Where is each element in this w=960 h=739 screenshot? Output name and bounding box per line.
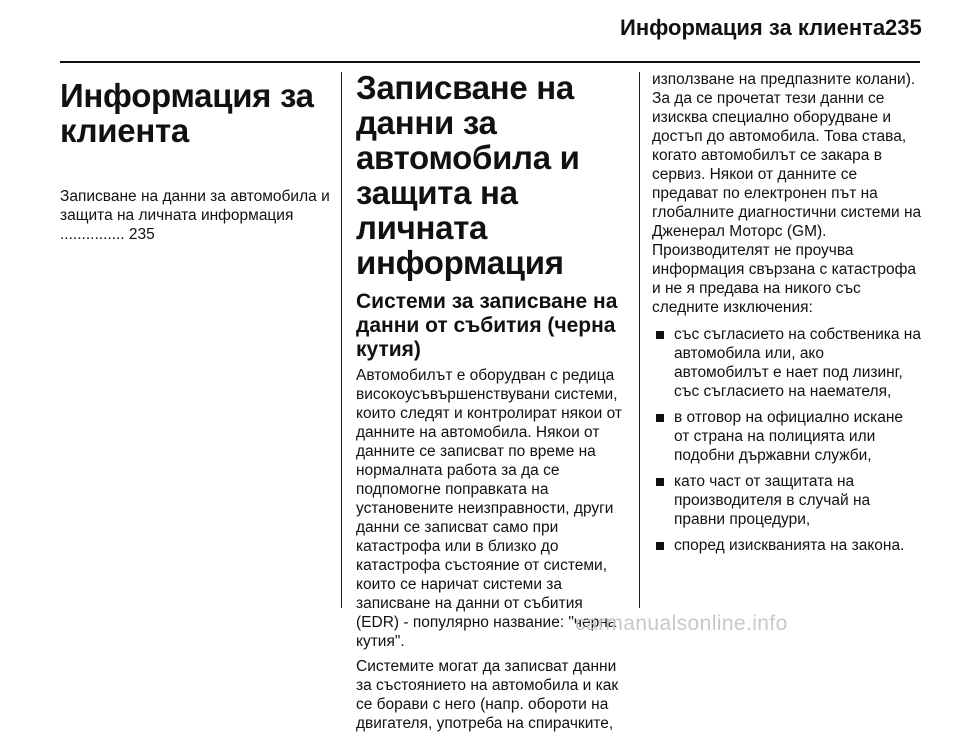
toc-entry[interactable]: [60, 187, 330, 244]
column-1: [60, 70, 330, 244]
column-divider-1: [341, 72, 342, 608]
list-item-text: като част от защитата на производителя в случай на правни процедури,: [674, 473, 871, 528]
list-item: [652, 536, 922, 555]
article-heading: Записване на данни за автомобила и защита на личната информация: [356, 69, 580, 281]
exception-list: [652, 325, 922, 555]
paragraph-3: използване на предпазните колани). За да се прочетат тези данни се изисква специално оборудване и достъп до автомобила. Това става, когато автомобилът се закара в сервиз. Някои от данните се предават по електронен път на глобалните диагностични системи на Дженерал Моторс (GM). Производителят не проучва информация свързана с катастрофа и не я предава на никого със следните изключения:: [652, 71, 922, 316]
bullet-square-icon: [656, 331, 664, 339]
bullet-square-icon: [656, 542, 664, 550]
article-subheading: Системи за записване на данни от събития (черна кутия): [356, 290, 618, 361]
toc-leader: ...............: [60, 226, 125, 243]
list-item: [652, 408, 922, 465]
watermark: carmanualsonline.info: [575, 612, 788, 635]
column-divider-2: [639, 72, 640, 608]
bullet-square-icon: [656, 414, 664, 422]
list-item: [652, 472, 922, 529]
paragraph-1: Автомобилът е оборудван с редица високоусъвършенствувани системи, които следят и контролират някои от данните на автомобила. Някои от данните се записват по време на нормалната работа за да се подпомогне поправката на установените неизправности, други данни се записват само при катастрофа или в близко до катастрофа състояние от системи, които се наричат системи за записване на данни от събития (EDR) - популярно название: "черна кутия".: [356, 367, 622, 650]
toc-page-number: 235: [128, 226, 155, 243]
list-item: [652, 325, 922, 401]
toc-entry-text: [60, 187, 330, 244]
toc-entry-label: Записване на данни за автомобила и защита на личната информация: [60, 188, 330, 224]
column-3: [652, 70, 922, 562]
page-number: 235: [885, 15, 922, 40]
page-header-title: Информация за клиента: [620, 15, 886, 40]
list-item-text: според изискванията на закона.: [674, 537, 905, 554]
list-item-text: със съгласието на собственика на автомобила или, ако автомобилът е нает под лизинг, със съгласието на наемателя,: [674, 326, 921, 400]
section-heading: Информация за клиента: [60, 77, 314, 149]
paragraph-2: Системите могат да записват данни за състоянието на автомобила и как се борави с него (напр. обороти на двигателя, употреба на спирачките,: [356, 658, 619, 732]
header-rule: [60, 61, 920, 63]
bullet-square-icon: [656, 478, 664, 486]
column-2: [356, 70, 628, 739]
list-item-text: в отговор на официално искане от страна на полицията или подобни държавни служби,: [674, 409, 903, 464]
